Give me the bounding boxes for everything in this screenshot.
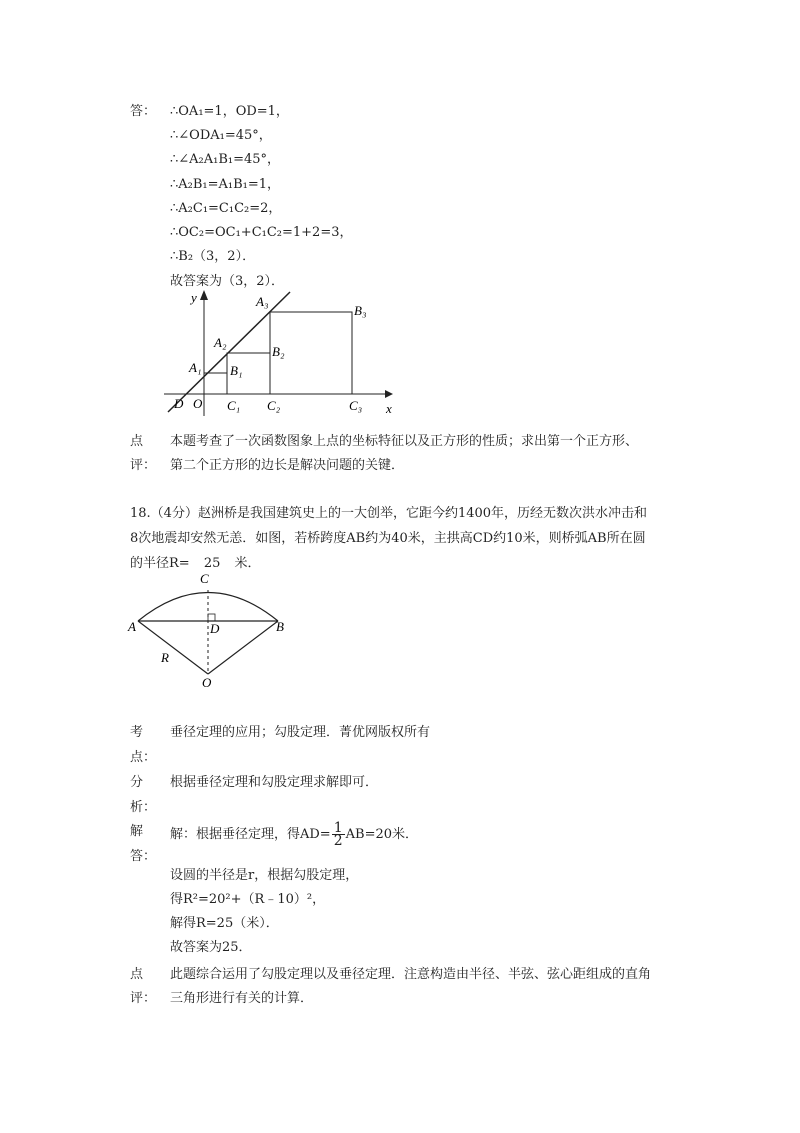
q18-jieda-line-4: 解得R=25（米）． <box>170 916 279 931</box>
label-D: D <box>174 396 184 411</box>
label-B2: B₂ <box>272 344 285 359</box>
q17-step-5: ∴A₂C₁=C₁C₂=2， <box>170 201 282 216</box>
label-A2: A₂ <box>214 335 227 350</box>
radius-AO <box>138 621 208 674</box>
q18-stem-line-1: 18.（4分）赵洲桥是我国建筑史上的一大创举，它距今约1400年，历经无数次洪水冲击和 <box>130 506 648 521</box>
label-A3: A₃ <box>256 294 269 309</box>
label-C1: C₁ <box>227 398 241 413</box>
q18-stem-suffix: 米． <box>234 556 261 571</box>
label-B: B <box>276 619 284 634</box>
q18-comment-line-1: 此题综合运用了勾股定理以及垂径定理．注意构造由半径、半弦、弦心距组成的直角 <box>170 967 652 982</box>
label-D: D <box>210 621 220 636</box>
label-y: y <box>191 290 197 305</box>
label-B1: B₁ <box>230 363 243 378</box>
q18-stem-line-3 <box>130 552 261 571</box>
squares-figure <box>160 286 400 420</box>
kaodian-label-1: 考 <box>130 725 144 740</box>
jieda-label-2: 答： <box>130 849 157 864</box>
q17-step-6: ∴OC₂=OC₁+C₁C₂=1+2=3， <box>170 225 353 240</box>
comment-label-2: 评： <box>130 458 157 473</box>
label-x: x <box>386 401 392 416</box>
square-1 <box>204 373 227 394</box>
comment-label-1: 点 <box>130 434 144 449</box>
q18-kaodian: 垂径定理的应用；勾股定理．菁优网版权所有 <box>170 725 431 740</box>
label-C: C <box>200 571 209 586</box>
label-O: O <box>202 675 212 690</box>
q18-stem-line-2: 8次地震却安然无恙．如图，若桥跨度AB约为40米，主拱高CD约10米，则桥弧AB所在圆 <box>130 531 646 546</box>
fraction-numerator: 1 <box>333 820 343 836</box>
q18-fenxi: 根据垂径定理和勾股定理求解即可． <box>170 775 379 790</box>
q17-step-4: ∴A₂B₁=A₁B₁=1， <box>170 177 281 192</box>
q17-comment-line-1: 本题考查了一次函数图象上点的坐标特征以及正方形的性质；求出第一个正方形、 <box>170 434 639 449</box>
q18-jieda-line-5: 故答案为25． <box>170 940 252 955</box>
kaodian-label-2: 点： <box>130 750 157 765</box>
label-C2: C₂ <box>267 398 281 413</box>
q17-final-answer: 故答案为（3，2）． <box>170 274 285 289</box>
fenxi-label-2: 析： <box>130 800 157 815</box>
q18-jieda-line-1 <box>170 822 418 847</box>
label-R: R <box>161 650 169 665</box>
fraction-half <box>332 822 345 847</box>
q17-step-3: ∴∠A₂A₁B₁=45°， <box>170 152 281 167</box>
jieda-label-1: 解 <box>130 824 144 839</box>
q18-answer: 25 <box>203 556 221 571</box>
label-O: O <box>193 396 203 411</box>
fenxi-label-1: 分 <box>130 775 144 790</box>
q18-comment-line-2: 三角形进行有关的计算． <box>170 991 314 1006</box>
jieda-line-1-suffix: AB=20米． <box>345 827 419 842</box>
answer-label: 答： <box>130 104 157 119</box>
x-axis-arrow <box>385 390 393 398</box>
jieda-line-1-prefix: 解：根据垂径定理，得AD= <box>170 827 331 842</box>
bridge-figure <box>124 570 299 692</box>
comment2-label-1: 点 <box>130 967 144 982</box>
q17-step-2: ∴∠ODA₁=45°， <box>170 128 272 143</box>
q17-step-1: ∴OA₁=1，OD=1， <box>170 104 289 119</box>
q17-step-7: ∴B₂（3，2）． <box>170 249 256 264</box>
fraction-denominator: 2 <box>333 833 343 849</box>
q18-stem-prefix: 的半径R= <box>130 556 190 571</box>
label-B3: B₃ <box>354 303 367 318</box>
q18-jieda-line-2: 设圆的半径是r，根据勾股定理， <box>170 868 359 883</box>
q18-jieda-line-3: 得R²=20²+（R﹣10）²， <box>170 892 326 907</box>
q17-comment-line-2: 第二个正方形的边长是解决问题的关键． <box>170 458 405 473</box>
label-A1: A₁ <box>189 360 202 375</box>
label-C3: C₃ <box>349 398 363 413</box>
right-angle-mark <box>208 614 215 621</box>
label-A: A <box>128 619 136 634</box>
y-axis-arrow <box>200 290 208 300</box>
comment2-label-2: 评： <box>130 991 157 1006</box>
